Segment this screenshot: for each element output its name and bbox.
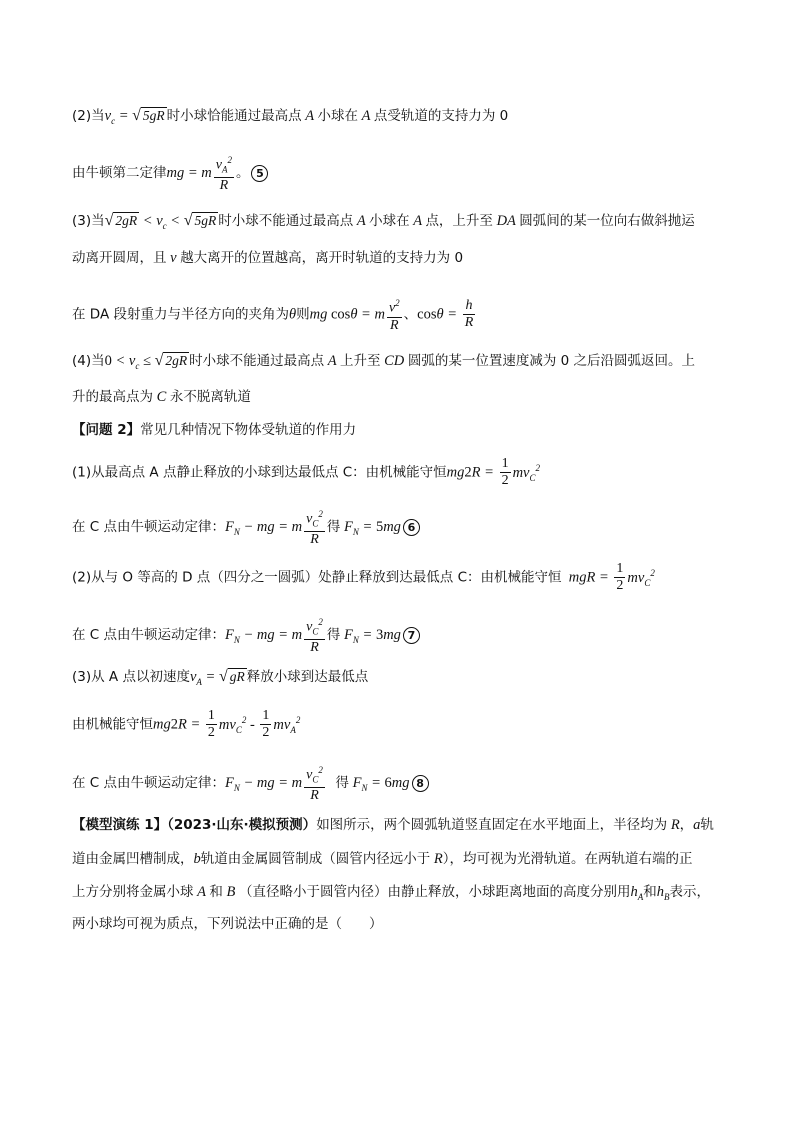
p3-newton-line: 在 C 点由牛顿运动定律：$F_N$ − mg = m $\frac{v_C^2}{R}$ 得 $F_N = 6mg$ 8 [72,762,429,804]
problem2-heading: 【问题 2】常见几种情况下物体受轨道的作用力 [72,422,357,438]
case4-line1: (4)当$0 < v_c$ ≤ √ 2gR 时小球不能通过最高点 A 上升至 CD 圆弧的某一位置速度减为 0 之后沿圆弧返回。上 [72,352,696,371]
p3-energy-line: 由机械能守恒mg2R = $\frac{1}{2}$ $mv_C^2$ - $\frac{1}{2}$ $mv_A^2$ [72,708,301,740]
circled-number-6: 6 [403,519,420,536]
exercise-line3: 上方分别将金属小球 A 和 B （直径略小于圆管内径）由静止释放，小球距离地面的高度分别用$h_A$和$h_B$表示， [72,884,710,902]
circled-number-7: 7 [403,627,420,644]
p2-energy-line: (2)从与 O 等高的 D 点（四分之一圆弧）处静止释放到达最低点 C：由机械能守恒 mgR = $\frac{1}{2}$ $mv_C^2$ [72,561,655,593]
case2-line: (2)当$v_c$ = √ 5gR 时小球恰能通过最高点 A 小球在 A 点受轨道的支持力为 0 [72,107,509,126]
p1-energy-line: (1)从最高点 A 点静止释放的小球到达最低点 C：由机械能守恒mg2R = $\frac{1}{2}$ $mv_C^2$ [72,456,540,488]
da-angle-line: 在 DA 段射重力与半径方向的夹角为θ则mg cosθ = m $\frac{v^2}{R}$ 、cosθ = $\frac{h}{R}$ [72,295,477,334]
exercise-line4: 两小球均可视为质点，下列说法中正确的是（ ） [72,916,383,932]
newton2-line: 由牛顿第二定律mg = m $\frac{v_A^2}{R}$ 。 5 [72,152,268,194]
circled-number-5: 5 [251,165,268,182]
exercise-line2: 道由金属凹槽制成，b轨道由金属圆管制成（圆管内径远小于 R），均可视为光滑轨道。在两轨道右端的正 [72,851,693,867]
circled-number-8: 8 [412,775,429,792]
case3-line1: (3)当√ $2gR < v_c$ < √ 5gR 时小球不能通过最高点 A 小球在 A 点，上升至 DA 圆弧间的某一位向右做斜抛运 [72,212,695,231]
p3-initial-line: (3)从 A 点以初速度$v_A$ = √ gR 释放小球到达最低点 [72,668,369,687]
p2-newton-line: 在 C 点由牛顿运动定律：$F_N$ − mg = m $\frac{v_C^2}{R}$ 得 $F_N = 3mg$ 7 [72,614,420,656]
exercise-line1: 【模型演练 1】（2023·山东·模拟预测）如图所示，两个圆弧轨道竖直固定在水平地面上，半径均为 R，a轨 [72,817,714,833]
case4-line2: 升的最高点为 C 永不脱离轨道 [72,389,251,405]
case3-line2: 动离开圆周，且 v 越大离开的位置越高，离开时轨道的支持力为 0 [72,250,464,266]
p1-newton-line: 在 C 点由牛顿运动定律：$F_N$ − mg = m $\frac{v_C^2}{R}$ 得 $F_N = 5mg$ 6 [72,506,420,548]
